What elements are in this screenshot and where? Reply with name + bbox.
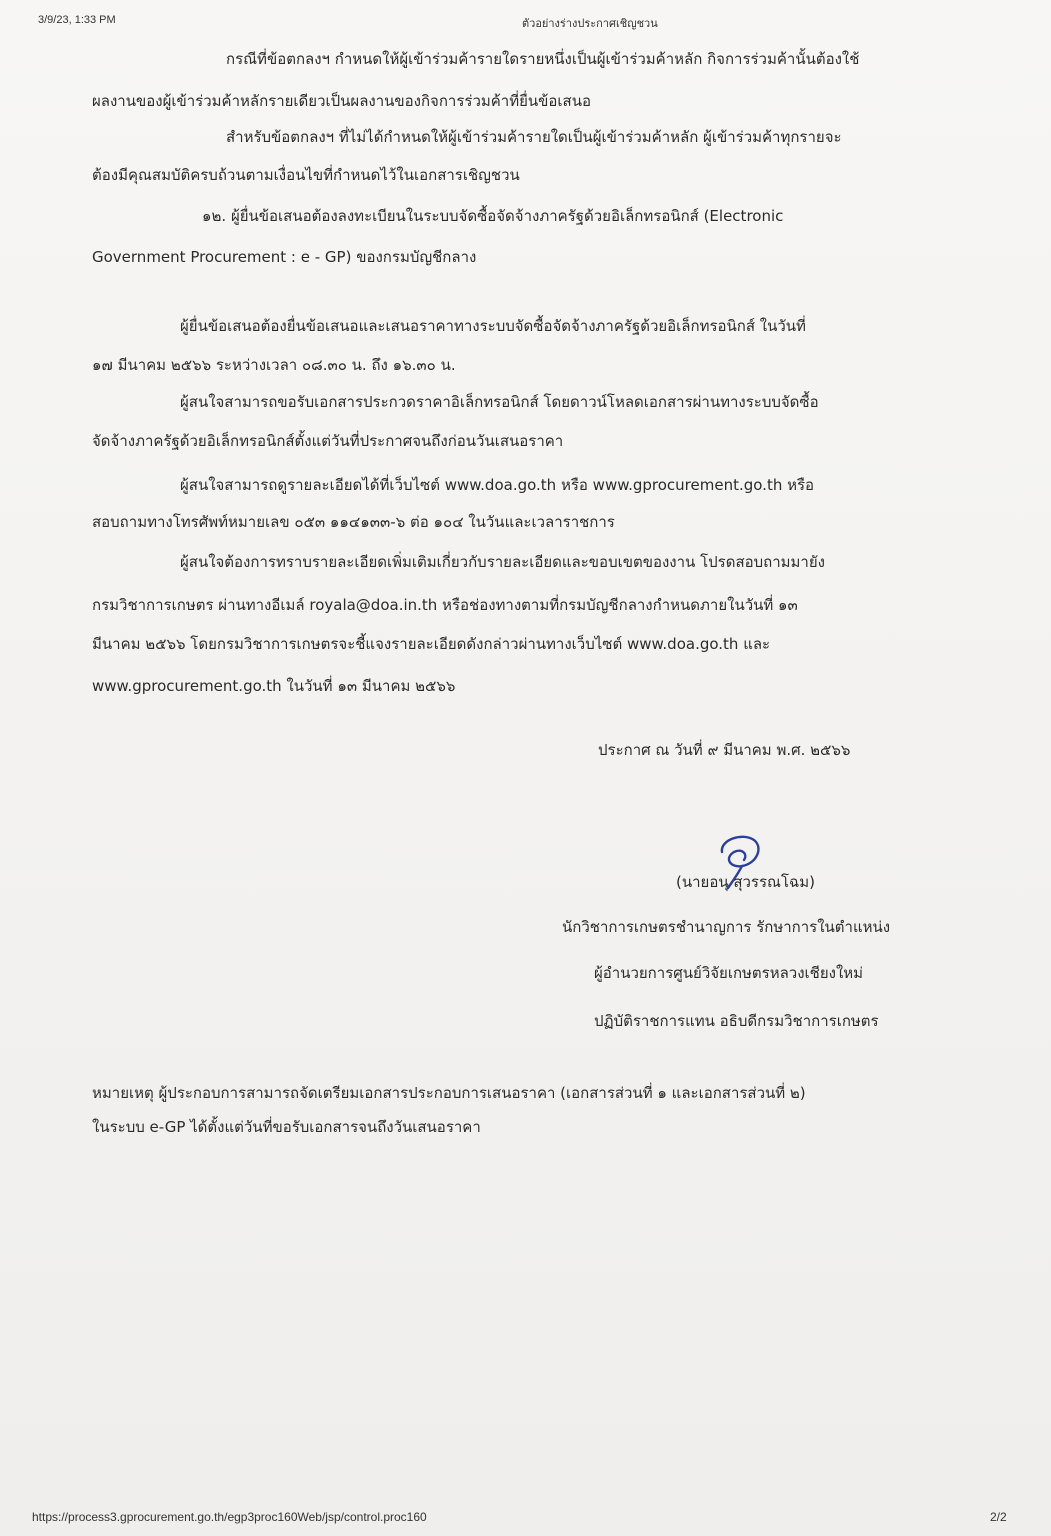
body-line: ๑๒. ผู้ยื่นข้อเสนอต้องลงทะเบียนในระบบจัดซื้อจัดจ้างภาครัฐด้วยอิเล็กทรอนิกส์ (Electronic xyxy=(202,207,784,225)
body-line: สำหรับข้อตกลงฯ ที่ไม่ได้กำหนดให้ผู้เข้าร่วมค้ารายใดเป็นผู้เข้าร่วมค้าหลัก ผู้เข้าร่วมค้าทุกรายจะ xyxy=(226,128,842,146)
body-line: กรณีที่ข้อตกลงฯ กำหนดให้ผู้เข้าร่วมค้ารายใดรายหนึ่งเป็นผู้เข้าร่วมค้าหลัก กิจการร่วมค้านั้นต้องใช้ xyxy=(226,50,860,68)
remark-line: หมายเหตุ ผู้ประกอบการสามารถจัดเตรียมเอกสารประกอบการเสนอราคา (เอกสารส่วนที่ ๑ และเอกสารส่วนที่ ๒) xyxy=(92,1084,806,1102)
remark-line: ในระบบ e-GP ได้ตั้งแต่วันที่ขอรับเอกสารจนถึงวันเสนอราคา xyxy=(92,1118,481,1136)
print-datetime: 3/9/23, 1:33 PM xyxy=(38,14,116,26)
body-line: www.gprocurement.go.th ในวันที่ ๑๓ มีนาคม ๒๕๖๖ xyxy=(92,677,456,695)
signatory-name: (นายอนุ สุวรรณโฉม) xyxy=(676,873,815,891)
body-line: ผลงานของผู้เข้าร่วมค้าหลักรายเดียวเป็นผลงานของกิจการร่วมค้าที่ยื่นข้อเสนอ xyxy=(92,92,591,110)
body-line: ต้องมีคุณสมบัติครบถ้วนตามเงื่อนไขที่กำหนดไว้ในเอกสารเชิญชวน xyxy=(92,166,520,184)
body-line: ผู้สนใจสามารถดูรายละเอียดได้ที่เว็บไซต์ www.doa.go.th หรือ www.gprocurement.go.th หรือ xyxy=(180,476,815,494)
body-line: ผู้สนใจต้องการทราบรายละเอียดเพิ่มเติมเกี่ยวกับรายละเอียดและขอบเขตของงาน โปรดสอบถามมายัง xyxy=(180,553,825,571)
body-line: ผู้ยื่นข้อเสนอต้องยื่นข้อเสนอและเสนอราคาทางระบบจัดซื้อจัดจ้างภาครัฐด้วยอิเล็กทรอนิกส์ ในวันที่ xyxy=(180,317,806,335)
body-line: Government Procurement : e - GP) ของกรมบัญชีกลาง xyxy=(92,248,477,266)
page-url: https://process3.gprocurement.go.th/egp3proc160Web/jsp/control.proc160 xyxy=(32,1510,427,1524)
announce-date: ประกาศ ณ วันที่ ๙ มีนาคม พ.ศ. ๒๕๖๖ xyxy=(598,741,851,759)
signatory-position: ปฏิบัติราชการแทน อธิบดีกรมวิชาการเกษตร xyxy=(594,1012,879,1030)
page-number: 2/2 xyxy=(990,1510,1007,1524)
signatory-position: ผู้อำนวยการศูนย์วิจัยเกษตรหลวงเชียงใหม่ xyxy=(594,964,864,982)
body-line: ๑๗ มีนาคม ๒๕๖๖ ระหว่างเวลา ๐๘.๓๐ น. ถึง ๑๖.๓๐ น. xyxy=(92,356,456,374)
signatory-position: นักวิชาการเกษตรชำนาญการ รักษาการในตำแหน่ง xyxy=(562,918,891,936)
document-title: ตัวอย่างร่างประกาศเชิญชวน xyxy=(522,18,658,30)
body-line: ผู้สนใจสามารถขอรับเอกสารประกวดราคาอิเล็กทรอนิกส์ โดยดาวน์โหลดเอกสารผ่านทางระบบจัดซื้อ xyxy=(180,393,819,411)
body-line: จัดจ้างภาครัฐด้วยอิเล็กทรอนิกส์ตั้งแต่วันที่ประกาศจนถึงก่อนวันเสนอราคา xyxy=(92,432,564,450)
body-line: มีนาคม ๒๕๖๖ โดยกรมวิชาการเกษตรจะชี้แจงรายละเอียดดังกล่าวผ่านทางเว็บไซต์ www.doa.go.th และ xyxy=(92,635,771,653)
body-line: สอบถามทางโทรศัพท์หมายเลข ๐๕๓ ๑๑๔๑๓๓-๖ ต่อ ๑๐๔ ในวันและเวลาราชการ xyxy=(92,513,615,531)
body-line: กรมวิชาการเกษตร ผ่านทางอีเมล์ royala@doa.in.th หรือช่องทางตามที่กรมบัญชีกลางกำหนดภายในวันที่ ๑๓ xyxy=(92,596,798,614)
